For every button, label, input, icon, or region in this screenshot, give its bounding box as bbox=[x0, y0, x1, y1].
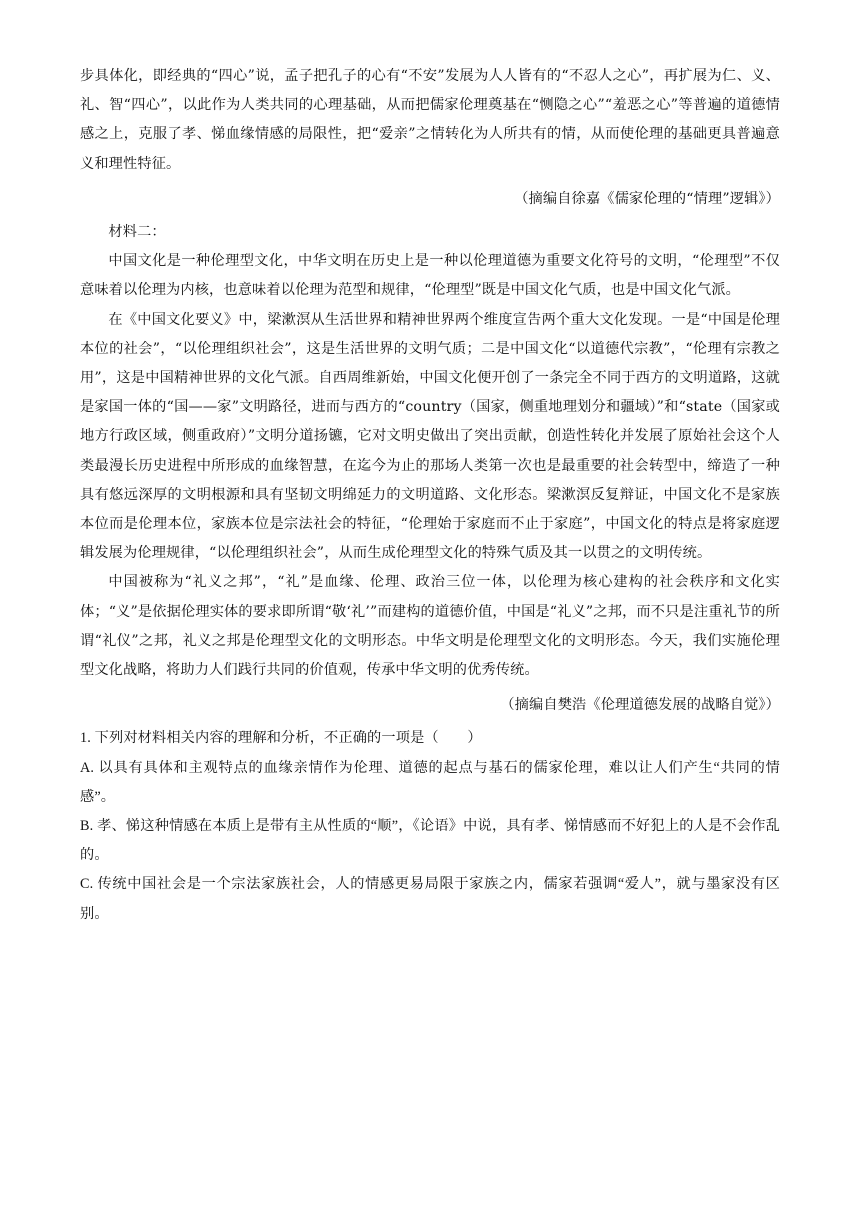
question-option-a: A. 以具有具体和主观特点的血缘亲情作为伦理、道德的起点与基石的儒家伦理，难以让人们产生“共同的情感”。 bbox=[80, 759, 780, 805]
source-citation-2: （摘编自樊浩《伦理道德发展的战略自觉》） bbox=[500, 697, 780, 714]
material2-paragraph: 在《中国文化要义》中，梁漱溟从生活世界和精神世界两个维度宣告两个重大文化发现。一是“中国是伦理本位的社会”，“以伦理组织社会”，这是生活世界的文明气质；二是中国文化“以道德代宗教”，“伦理有宗教之用”，这是中国精神世界的文化气派。自西周维新始，中国文化便开创了一条完全不同于西方的文明道路，这就是家国一体的“国——家”文明路径，进而与西方的“country（国家，侧重地理划分和疆域）”和“state（国家或地方行政区域，侧重政府）”文明分道扬镳，它对文明史做出了突出贡献，创造性转化并发展了原始社会这个人类最漫长历史进程中所形成的血缘智慧，在迄今为止的那场人类第一次也是最重要的社会转型中，缔造了一种具有悠远深厚的文明根源和具有坚韧文明绵延力的文明道路、文化形态。梁漱溟反复辩证，中国文化不是家族本位而是伦理本位，家族本位是宗法社会的特征，“伦理始于家庭而不止于家庭”，中国文化的特点是将家庭逻辑发展为伦理规律，“以伦理组织社会”，从而生成伦理型文化的特殊气质及其一以贯之的文明传统。 bbox=[80, 311, 780, 562]
question-option-c: C. 传统中国社会是一个宗法家族社会，人的情感更易局限于家族之内，儒家若强调“爱人”，就与墨家没有区别。 bbox=[80, 876, 780, 922]
material1-tail-paragraph: 步具体化，即经典的“四心”说，孟子把孔子的心有“不安”发展为人人皆有的“不忍人之心”，再扩展为仁、义、礼、智“四心”，以此作为人类共同的心理基础，从而把儒家伦理奠基在“恻隐之心”“羞恶之心”等普遍的道德情感之上，克服了孝、悌血缘情感的局限性，把“爱亲”之情转化为人所共有的情，从而使伦理的基础更具普遍意义和理性特征。 bbox=[80, 68, 780, 172]
question-stem: 1. 下列对材料相关内容的理解和分析，不正确的一项是（ ） bbox=[80, 730, 482, 747]
document-page bbox=[80, 62, 780, 929]
source-citation-1: （摘编自徐嘉《儒家伦理的“情理”逻辑》） bbox=[514, 190, 780, 207]
material2-paragraph: 中国被称为“礼义之邦”，“礼”是血缘、伦理、政治三位一体，以伦理为核心建构的社会秩序和文化实体；“义”是依据伦理实体的要求即所谓“敬‘礼’”而建构的道德价值，中国是“礼义”之邦，而不只是注重礼节的所谓“礼仪”之邦，礼义之邦是伦理型文化的文明形态。中华文明是伦理型文化的文明形态。今天，我们实施伦理型文化战略，将助力人们践行共同的价值观，传承中华文明的优秀传统。 bbox=[80, 574, 780, 679]
material2-label: 材料二： bbox=[108, 224, 166, 241]
question-option-b: B. 孝、悌这种情感在本质上是带有主从性质的“顺”，《论语》中说，具有孝、悌情感而不好犯上的人是不会作乱的。 bbox=[80, 818, 780, 864]
material2-paragraph: 中国文化是一种伦理型文化，中华文明在历史上是一种以伦理道德为重要文化符号的文明，“伦理型”不仅意味着以伦理为内核，也意味着以伦理为范型和规律，“伦理型”既是中国文化气质，也是中国文化气派。 bbox=[80, 253, 780, 299]
